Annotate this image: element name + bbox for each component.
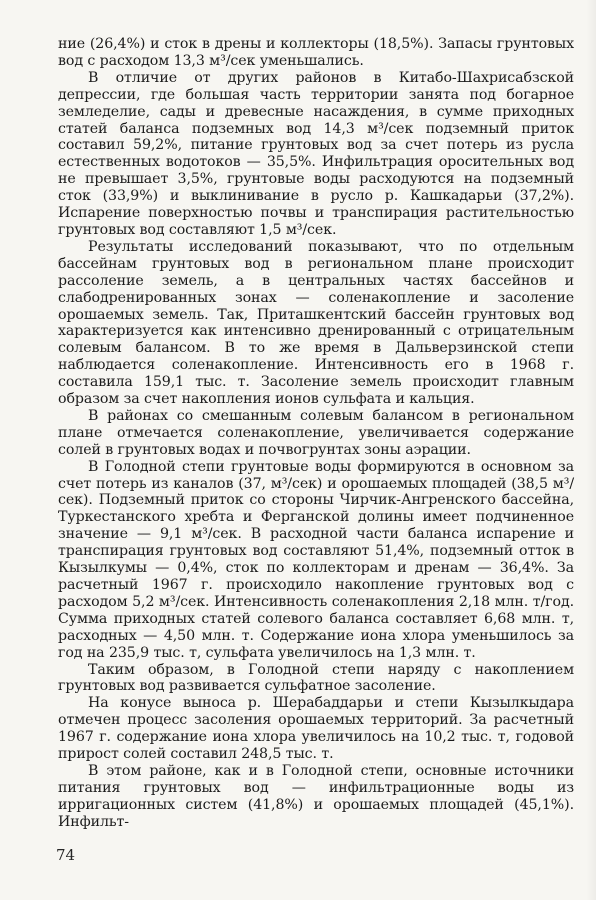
paragraph-2: В отличие от других районов в Китабо-Шахрисабзской депрессии, где большая часть территории занята под богарное земледелие, сады и древесные насаждения, в сумме приходных статей баланса подземных вод 14,3 м³/сек подземный приток составил 59,2%, питание грунтовых вод за счет потерь из русла естественных водотоков — 35,5%. Инфильтрация оросительных вод не превышает 3,5%, грунтовые воды расходуются на подземный сток (33,9%) и выклинивание в русло р. Кашкадарьи (37,2%). Испарение поверхностью почвы и транспирация растительностью грунтовых вод составляют 1,5 м³/сек. [58,69,574,238]
paragraph-6: Таким образом, в Голодной степи наряду с накоплением грунтовых вод развивается сульфатное засоление. [58,661,574,695]
paragraph-3: Результаты исследований показывают, что по отдельным бассейнам грунтовых вод в региональном плане происходит рассоление земель, а в центральных частях бассейнов и слабодренированных зонах — соленакопление и засоление орошаемых земель. Так, Приташкентский бассейн грунтовых вод характеризуется как интенсивно дренированный с отрицательным солевым балансом. В то же время в Дальверзинской степи наблюдается соленакопление. Интенсивность его в 1968 г. составила 159,1 тыс. т. Засоление земель происходит главным образом за счет накопления ионов сульфата и кальция. [58,238,574,408]
paragraph-8: В этом районе, как и в Голодной степи, основные источники питания грунтовых вод — инфильтрационные воды из ирригационных систем (41,8%) и орошаемых площадей (45,1%). Инфильт- [58,762,574,830]
paragraph-7: На конусе выноса р. Шерабаддарьи и степи Кызылкыдара отмечен процесс засоления орошаемых территорий. За расчетный 1967 г. содержание иона хлора увеличилось на 10,2 тыс. т, годовой прирост солей составил 248,5 тыс. т. [58,695,574,763]
paragraph-5: В Голодной степи грунтовые воды формируются в основном за счет потерь из каналов (37, м³/сек) и орошаемых площадей (38,5 м³/сек). Подземный приток со стороны Чирчик-Ангренского бассейна, Туркестанского хребта и Ферганской долины имеет подчиненное значение — 9,1 м³/сек. В расходной части баланса испарение и транспирация грунтовых вод составляют 51,4%, подземный отток в Кызылкумы — 0,4%, сток по коллекторам и дренам — 36,4%. За расчетный 1967 г. происходило накопление грунтовых вод с расходом 5,2 м³/сек. Интенсивность соленакопления 2,18 млн. т/год. Сумма приходных статей солевого баланса составляет 6,68 млн. т, расходных — 4,50 млн. т. Содержание иона хлора уменьшилось за год на 235,9 тыс. т, сульфата увеличилось на 1,3 млн. т. [58,458,574,661]
paragraph-4: В районах со смешанным солевым балансом в региональном плане отмечается соленакопление, увеличивается содержание солей в грунтовых водах и почвогрунтах зоны аэрации. [58,407,574,458]
paragraph-1: ние (26,4%) и сток в дрены и коллекторы (18,5%). Запасы грунтовых вод с расходом 13,3 м³/сек уменьшались. [58,36,574,69]
body-text [58,36,574,831]
scan-edge-shadow [586,0,596,900]
page-number: 74 [56,846,76,864]
